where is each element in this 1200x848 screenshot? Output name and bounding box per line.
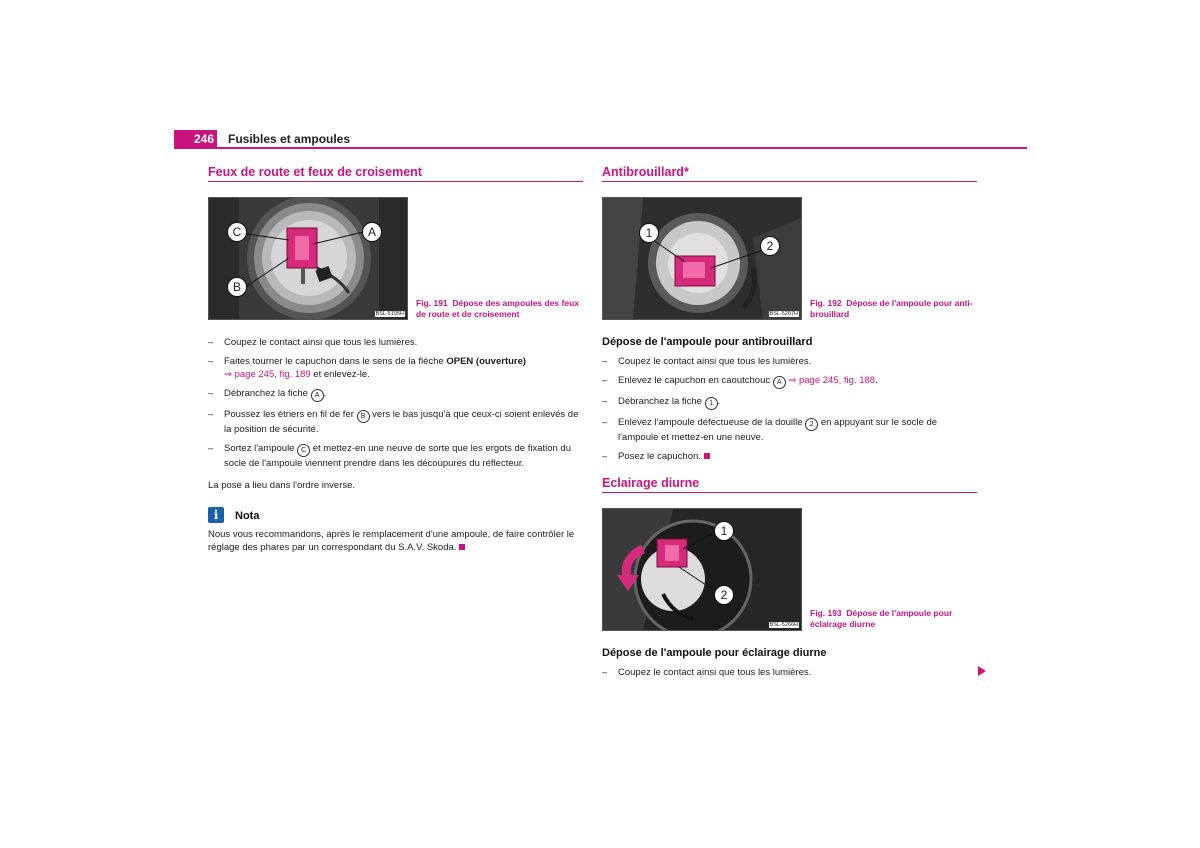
caption-number: Fig. 191 — [416, 298, 448, 308]
list-item: – Coupez le contact ainsi que tous les lumières. — [208, 336, 584, 349]
section-title-fog: Antibrouillard* — [602, 165, 689, 179]
marker-1-inline: 1 — [705, 397, 718, 410]
marker-2: 2 — [760, 236, 780, 256]
figure-192-image — [602, 197, 802, 320]
section-rule — [208, 181, 583, 182]
section-title-drl: Eclairage diurne — [602, 476, 700, 490]
marker-a: A — [362, 222, 382, 242]
steps-fog — [602, 355, 978, 469]
marker-c: C — [227, 222, 247, 242]
figure-191-image — [208, 197, 408, 320]
marker-c-inline: C — [297, 444, 310, 457]
marker-2: 2 — [714, 585, 734, 605]
list-item: – Sortez l'ampoule C et mettez-en une neuve de sorte que les ergots de fixation du socle de l'ampoule viennent prendre dans les découpures du réflecteur. — [208, 442, 584, 470]
list-item: – Faites tourner le capuchon dans le sens de la flèche OPEN (ouverture) ⇒ page 245, fig. 189 et enlevez-le. — [208, 355, 584, 381]
steps-headlights — [208, 336, 584, 476]
note-text: Nous vous recommandons, après le remplacement d'une ampoule, de faire contrôler le réglage des phares par un correspondant du S.A.V. Skoda. — [208, 529, 575, 553]
marker-b: B — [227, 277, 247, 297]
caption-text: Dépose des ampoules des feux de route et de croisement — [416, 298, 579, 319]
section-rule — [602, 492, 977, 493]
list-item: – Enlevez le capuchon en caoutchouc A ⇒ page 245, fig. 188. — [602, 374, 978, 389]
list-item: – Poussez les étriers en fil de fer B vers le bas jusqu'à que ceux-ci soient enlevés de la position de sécurité. — [208, 408, 584, 436]
caption-number: Fig. 193 — [810, 608, 842, 618]
figure-code: BSL-5207H — [769, 311, 798, 317]
info-icon: i — [208, 507, 224, 523]
figure-code: BSL-5195H — [375, 311, 404, 317]
figure-192-caption — [810, 298, 980, 320]
section-title-headlights: Feux de route et feux de croisement — [208, 165, 422, 179]
list-item: – Coupez le contact ainsi que tous les lumières. — [602, 666, 978, 679]
marker-1: 1 — [639, 223, 659, 243]
figure-193-caption — [810, 608, 980, 630]
caption-text: Dépose de l'ampoule pour éclairage diurne — [810, 608, 953, 629]
inverse-order-paragraph: La pose a lieu dans l'ordre inverse. — [208, 480, 356, 491]
page-title: Fusibles et ampoules — [228, 132, 351, 146]
marker-2-inline: 2 — [805, 418, 818, 431]
steps-drl — [602, 666, 978, 685]
note-title: Nota — [235, 510, 260, 522]
list-item: – Débranchez la fiche A . — [208, 387, 584, 402]
marker-a-inline: A — [311, 389, 324, 402]
marker-1: 1 — [714, 521, 734, 541]
page-number: 246 — [174, 130, 217, 149]
page-link[interactable]: ⇒ page 245, fig. 189 — [224, 369, 311, 380]
next-page-arrow-icon[interactable] — [978, 666, 986, 676]
list-item: – Posez le capuchon. — [602, 450, 978, 463]
list-item: – Enlevez l'ampoule défectueuse de la douille 2 en appuyant sur le socle de l'ampoule et mettez-en une neuve. — [602, 416, 978, 444]
figure-191-caption — [416, 298, 586, 320]
end-mark — [459, 544, 465, 550]
subhead-drl: Dépose de l'ampoule pour éclairage diurne — [602, 647, 827, 659]
figure-code: BSL-5266H — [769, 622, 798, 628]
subhead-fog: Dépose de l'ampoule pour antibrouillard — [602, 336, 813, 348]
marker-b-inline: B — [357, 410, 370, 423]
page-link[interactable]: ⇒ page 245, fig. 188 — [785, 375, 876, 386]
list-item: – Coupez le contact ainsi que tous les lumières. — [602, 355, 978, 368]
header-rule — [174, 147, 1027, 149]
end-mark — [704, 453, 710, 459]
caption-number: Fig. 192 — [810, 298, 842, 308]
section-rule — [602, 181, 977, 182]
caption-text: Dépose de l'ampoule pour anti-brouillard — [810, 298, 973, 319]
marker-a-inline: A — [773, 376, 786, 389]
figure-193-image — [602, 508, 802, 631]
list-item: – Débranchez la fiche 1 . — [602, 395, 978, 410]
